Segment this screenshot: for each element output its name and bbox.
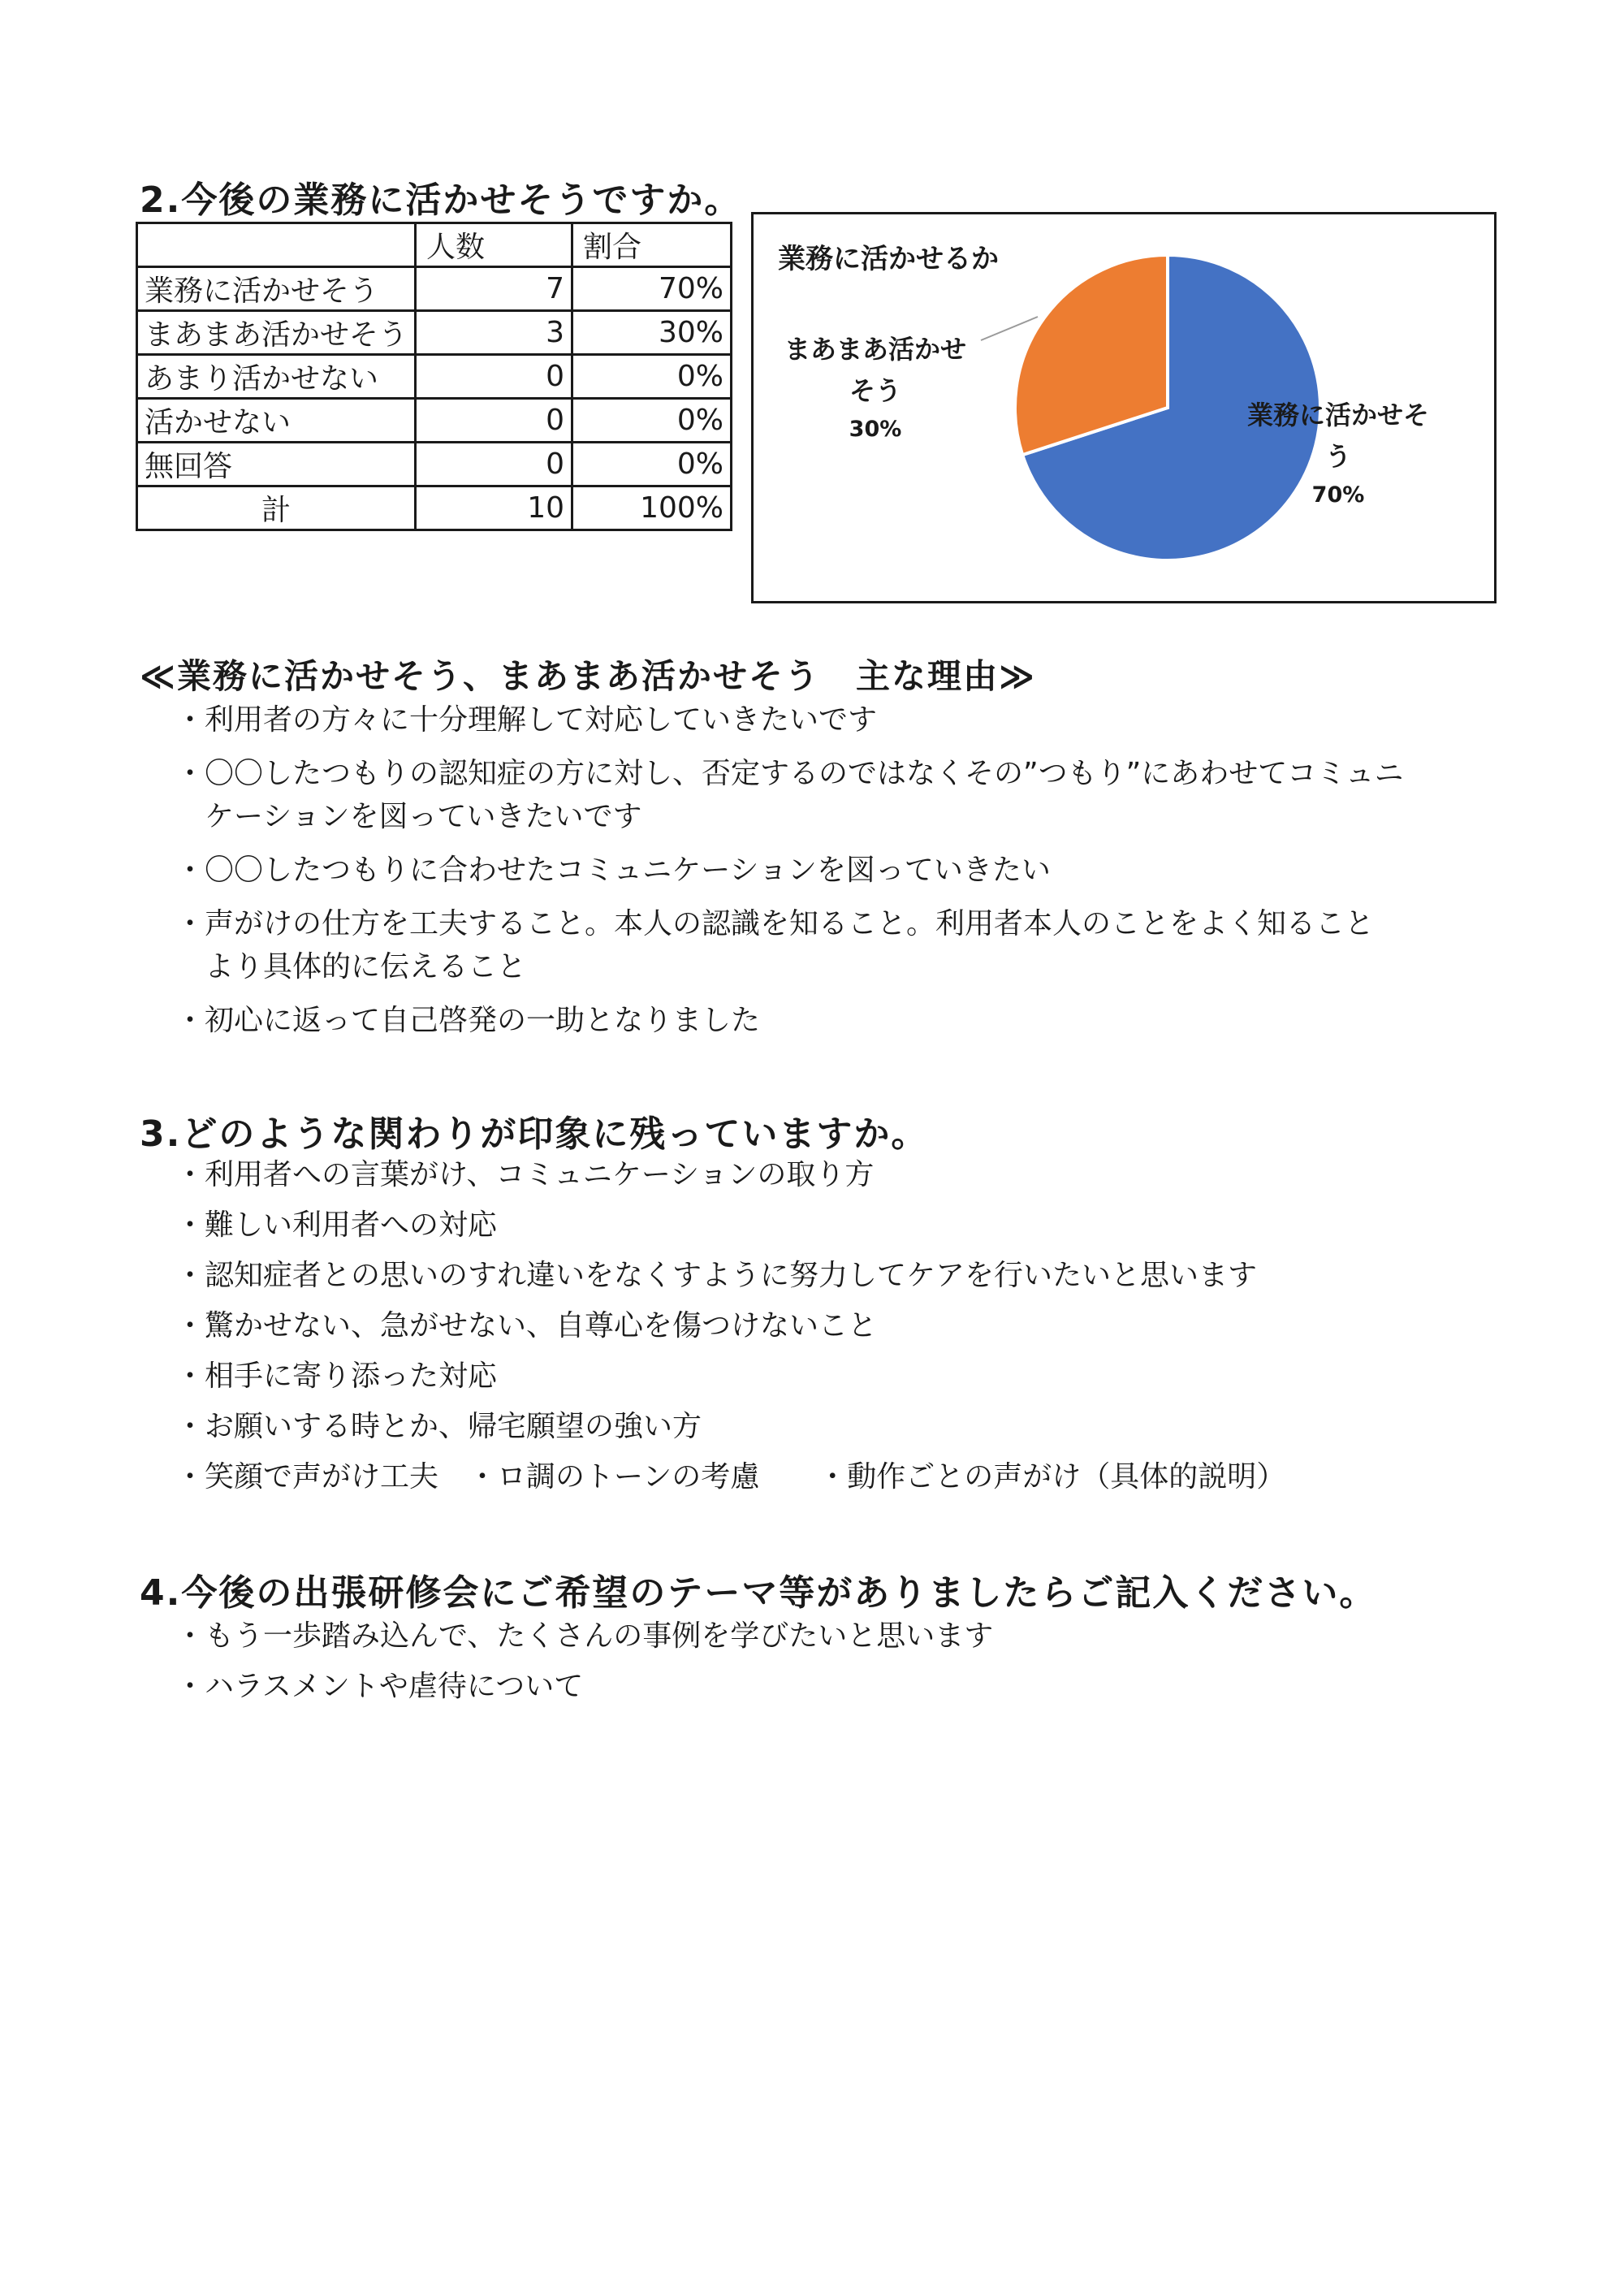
item-text: 認知症者との思いのすれ違いをなくすように努力してケアを行いたいと思います	[205, 1259, 1258, 1292]
row-count: 0	[416, 443, 572, 486]
list-item	[187, 1254, 1518, 1297]
header-cell-count: 人数	[416, 223, 572, 267]
item-text: 驚かせない、急がせない、自尊心を傷つけないこと	[205, 1309, 878, 1342]
row-count: 3	[416, 311, 572, 355]
item-text: もう一歩踏み込んで、たくさんの事例を学びたいと思います	[205, 1619, 994, 1653]
section3-title: 3.どのような関わりが印象に残っていますか。	[140, 1113, 929, 1155]
reason-text: 初心に返って自己啓発の一助となりました	[205, 1004, 761, 1037]
row-count: 0	[416, 399, 572, 443]
section3-list	[187, 1153, 1518, 1506]
list-item	[187, 1355, 1518, 1398]
chart-title: 業務に活かせるか	[778, 243, 999, 275]
leader-line	[981, 317, 1038, 340]
row-label: 活かせない	[137, 399, 416, 443]
list-item	[187, 1665, 1518, 1708]
table-header-row	[137, 223, 732, 267]
row-pct: 30%	[572, 311, 732, 355]
section4-list	[187, 1615, 1518, 1715]
total-label: 計	[137, 486, 416, 530]
table-total-row	[137, 486, 732, 530]
list-item	[187, 1455, 1518, 1498]
slice-label-0-line2: う	[1324, 441, 1351, 473]
slice-label-1-pct: 30%	[849, 417, 902, 443]
row-pct: 0%	[572, 443, 732, 486]
reason-text: 声がけの仕方を工夫すること。本人の認識を知ること。利用者本人のことをよく知ること	[205, 907, 1375, 940]
list-item	[187, 752, 1518, 838]
table-row	[137, 443, 732, 486]
total-pct: 100%	[572, 486, 732, 530]
list-item	[187, 999, 1518, 1042]
list-item	[187, 1405, 1518, 1448]
reason-text: 〇〇したつもりに合わせたコミュニケーションを図っていきたい	[205, 854, 1051, 887]
item-text: 笑顔で声がけ工夫 ・ロ調のトーンの考慮 ・動作ごとの声がけ（具体的説明）	[205, 1460, 1286, 1494]
row-pct: 0%	[572, 355, 732, 399]
list-item	[187, 1615, 1518, 1658]
list-item	[187, 698, 1518, 741]
slice-label-0	[1233, 395, 1444, 513]
list-item	[187, 1304, 1518, 1347]
slice-label-1-line2: そう	[849, 375, 901, 407]
row-label: あまり活かせない	[137, 355, 416, 399]
reason-text: 利用者の方々に十分理解して対応していきたいです	[205, 703, 878, 737]
list-item	[187, 1204, 1518, 1247]
slice-label-1-line1: まあまあ活かせ	[784, 334, 966, 365]
item-text: ハラスメントや虐待について	[205, 1670, 584, 1703]
row-pct: 70%	[572, 267, 732, 311]
table-row	[137, 355, 732, 399]
row-label: まあまあ活かせそう	[137, 311, 416, 355]
list-item	[187, 902, 1518, 988]
item-text: 利用者への言葉がけ、コミュニケーションの取り方	[205, 1158, 875, 1191]
survey-table	[136, 222, 732, 531]
list-item	[187, 1153, 1518, 1196]
reasons-title: ≪業務に活かせそう、まあまあ活かせそう 主な理由≫	[140, 656, 1036, 696]
slice-label-0-line1: 業務に活かせそ	[1246, 400, 1429, 430]
reasons-list	[187, 698, 1518, 1053]
table-row	[137, 311, 732, 355]
item-text: 難しい利用者への対応	[205, 1208, 498, 1242]
item-text: 相手に寄り添った対応	[205, 1360, 498, 1393]
row-label: 業務に活かせそう	[137, 267, 416, 311]
row-count: 7	[416, 267, 572, 311]
list-item	[187, 849, 1518, 892]
row-label: 無回答	[137, 443, 416, 486]
slice-label-0-pct: 70%	[1311, 482, 1365, 508]
total-count: 10	[416, 486, 572, 530]
item-text: お願いする時とか、帰宅願望の強い方	[205, 1410, 702, 1443]
reason-text: 〇〇したつもりの認知症の方に対し、否定するのではなくその”つもり”にあわせてコミュニ	[205, 757, 1404, 790]
table-row	[137, 267, 732, 311]
section4-title: 4.今後の出張研修会にご希望のテーマ等がありましたらご記入ください。	[140, 1572, 1377, 1614]
header-cell-pct: 割合	[572, 223, 732, 267]
pie-chart	[751, 212, 1497, 603]
header-cell-blank	[137, 223, 416, 267]
row-pct: 0%	[572, 399, 732, 443]
table-row	[137, 399, 732, 443]
reason-text-cont: ケーションを図っていきたいです	[205, 800, 642, 833]
row-count: 0	[416, 355, 572, 399]
slice-label-1	[770, 329, 981, 447]
reason-text-cont: より具体的に伝えること	[205, 950, 527, 984]
section2-title: 2.今後の業務に活かせそうですか。	[140, 179, 742, 221]
